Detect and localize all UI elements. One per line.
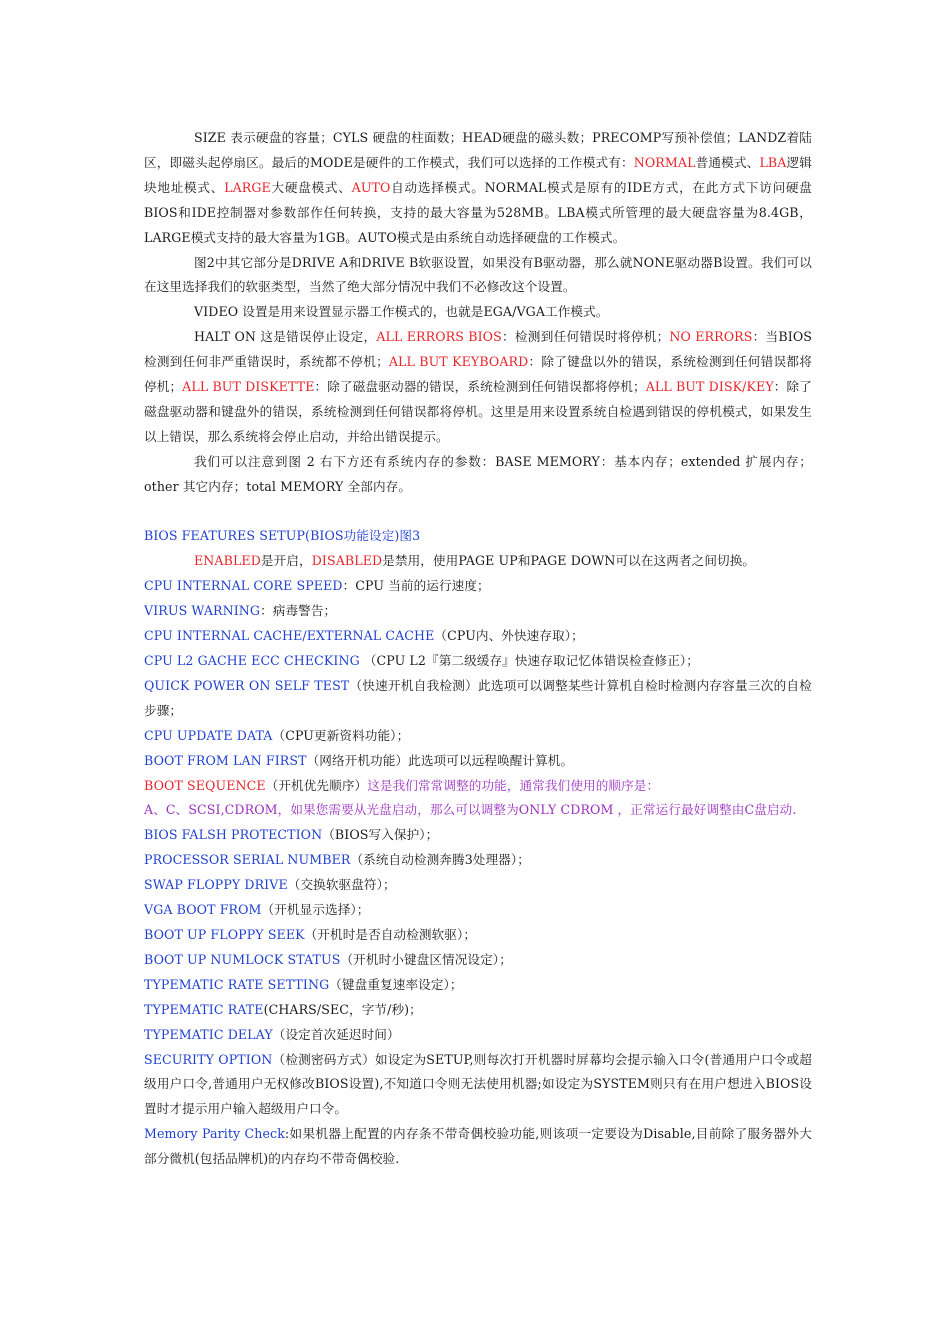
option-desc: （开机显示选择）； (261, 902, 370, 918)
option-key: BOOT SEQUENCE (144, 777, 266, 793)
option-note: 这是我们常常调整的功能，通常我们使用的顺序是： (367, 777, 660, 793)
keyword-enabled: ENABLED (194, 553, 261, 569)
option-desc: （键盘重复速率设定）； (329, 976, 463, 992)
list-item (144, 1048, 812, 1123)
document-body (144, 126, 812, 1172)
text-run: HALT ON 这是错误停止设定， (194, 329, 377, 345)
option-key: QUICK POWER ON SELF TEST (144, 677, 350, 693)
option-desc: （检测密码方式）如设定为SETUP,则每次打开机器时屏幕均会提示输入口令(普通用户口令或超级用户口令,普通用户无权修改BIOS设置),不知道口令则无法使用机器;如设定为SYSTEM则只有在用户想进入BIOS设置时才提示用户输入超级用户口令。 (144, 1051, 813, 1117)
list-item (144, 973, 812, 998)
option-desc: （开机优先顺序） (265, 777, 368, 793)
option-key: BOOT FROM LAN FIRST (144, 752, 307, 768)
option-key: PROCESSOR SERIAL NUMBER (144, 852, 351, 868)
option-key: Memory Parity Check (144, 1126, 285, 1142)
list-item (144, 574, 812, 599)
option-key: BIOS FALSH PROTECTION (144, 827, 323, 843)
option-desc: ：病毒警告； (260, 603, 337, 619)
keyword-normal: NORMAL (633, 154, 696, 170)
option-desc: （CPU内、外快速存取）； (434, 628, 584, 644)
option-key: CPU L2 GACHE ECC CHECKING (144, 653, 360, 669)
option-desc: （交换软驱盘符）； (287, 877, 396, 893)
paragraph-hdd-mode (144, 126, 812, 251)
option-desc: （CPU更新资料功能）； (272, 727, 410, 743)
text-run: SIZE 表示硬盘的容量；CYLS 硬盘的柱面数；HEAD硬盘的磁头数；PRECOMP写预补偿值；LANDZ着陆区，即磁头起停扇区。最后的MODE是硬件的工作模式，我们可以选择的工作模式有： (144, 130, 812, 170)
paragraph-video: VIDEO 设置是用来设置显示器工作模式的，也就是EGA/VGA工作模式。 (194, 304, 609, 320)
list-item (144, 998, 812, 1023)
option-desc: （网络开机功能）此选项可以远程唤醒计算机。 (306, 752, 574, 768)
list-item (144, 898, 812, 923)
option-key: BOOT UP FLOPPY SEEK (144, 926, 305, 942)
option-key: CPU INTERNAL CORE SPEED (144, 578, 343, 594)
option-key: SECURITY OPTION (144, 1051, 273, 1067)
list-item-boot-sequence (144, 774, 812, 799)
keyword-large: LARGE (224, 179, 271, 195)
paragraph-floppy: 图2中其它部分是DRIVE A和DRIVE B软驱设置，如果没有B驱动器，那么就NONE驱动器B设置。我们可以在这里选择我们的软驱类型，当然了绝大部分情况中我们不必修改这个设置。 (144, 254, 812, 295)
text-run: 是禁用，使用PAGE UP和PAGE DOWN可以在这两者之间切换。 (382, 553, 756, 569)
list-item (144, 948, 812, 973)
option-desc: （设定首次延迟时间） (272, 1026, 400, 1042)
text-run: 大硬盘模式、 (270, 179, 352, 195)
list-item (144, 1023, 812, 1048)
option-desc: （开机时是否自动检测软驱）； (304, 926, 477, 942)
option-key: CPU UPDATE DATA (144, 727, 273, 743)
paragraph-enabled (144, 549, 812, 574)
text-run: 普通模式、 (695, 154, 760, 170)
option-desc: （CPU L2『第二级缓存』快速存取记忆体错误检查修正）； (359, 653, 699, 669)
list-item (144, 1122, 812, 1172)
list-item (144, 674, 812, 724)
list-item (144, 599, 812, 624)
keyword-disabled: DISABLED (311, 553, 383, 569)
paragraph-memory: 我们可以注意到图 2 右下方还有系统内存的参数：BASE MEMORY：基本内存；extended 扩展内存；other 其它内存；total MEMORY 全部内存。 (144, 453, 812, 494)
option-desc: （开机时小键盘区情况设定）； (340, 951, 512, 967)
option-key: VGA BOOT FROM (144, 902, 262, 918)
boot-order-note: A、C、SCSI,CDROM，如果您需要从光盘启动，那么可以调整为ONLY CDROM ，正常运行最好调整由C盘启动. (144, 802, 797, 818)
option-desc: （BIOS写入保护）； (322, 827, 439, 843)
option-desc: ：CPU 当前的运行速度； (342, 578, 490, 594)
list-item (144, 823, 812, 848)
list-item (144, 873, 812, 898)
spacer (144, 500, 812, 525)
text-run: ：除了键盘以外的错误，系统检测到任何错误都将停机； (144, 354, 812, 395)
option-key: TYPEMATIC DELAY (144, 1026, 273, 1042)
text-run: 自动选择模式。NORMAL模式是原有的IDE方式，在此方式下访问硬盘BIOS和IDE控制器对参数部作任何转换，支持的最大容量为528MB。LBA模式所管理的最大硬盘容量为8.4GB，LARGE模式支持的最大容量为1GB。AUTO模式是由系统自动选择硬盘的工作模式。 (144, 179, 812, 245)
option-desc: （系统自动检测奔腾3处理器）； (350, 852, 530, 868)
list-item (144, 848, 812, 873)
list-item (144, 649, 812, 674)
option-key: TYPEMATIC RATE SETTING (144, 976, 330, 992)
option-desc: (CHARS/SEC，字节/秒)； (263, 1001, 422, 1017)
option-key: TYPEMATIC RATE (144, 1001, 264, 1017)
keyword-no-errors: NO ERRORS (669, 329, 753, 345)
option-desc: :如果机器上配置的内存条不带奇偶校验功能,则该项一定要设为Disable,目前除了服务器外大部分微机(包括品牌机)的内存均不带奇偶校验. (144, 1126, 812, 1167)
keyword-all-but-diskette: ALL BUT DISKETTE (182, 379, 315, 395)
text-run: 逻辑块地址模式、 (144, 154, 812, 195)
text-run: ：除了磁盘驱动器的错误，系统检测到任何错误都将停机； (314, 379, 646, 395)
list-item (144, 724, 812, 749)
list-item (144, 923, 812, 948)
text-run: ：除了磁盘驱动器和键盘外的错误，系统检测到任何错误都将停机。这里是用来设置系统自检遇到错误的停机模式，如果发生以上错误，那么系统将会停止启动，并给出错误提示。 (144, 379, 812, 444)
keyword-auto: AUTO (351, 179, 391, 195)
keyword-lba: LBA (759, 154, 787, 170)
option-desc: （快速开机自我检测）此选项可以调整某些计算机自检时检测内存容量三次的自检步骤； (144, 677, 812, 718)
keyword-all-errors: ALL ERRORS BIOS (376, 329, 502, 345)
option-key: BOOT UP NUMLOCK STATUS (144, 951, 341, 967)
section-title: BIOS FEATURES SETUP(BIOS功能设定)图3 (144, 528, 421, 544)
text-run: ：当BIOS检测到任何非严重错误时，系统都不停机； (144, 329, 812, 370)
list-item (144, 624, 812, 649)
option-key: CPU INTERNAL CACHE/EXTERNAL CACHE (144, 628, 435, 644)
paragraph-halt-on (144, 325, 812, 450)
text-run: 是开启， (260, 553, 312, 569)
list-item (144, 749, 812, 774)
option-key: SWAP FLOPPY DRIVE (144, 877, 288, 893)
keyword-all-but-disk-key: ALL BUT DISK/KEY (645, 379, 774, 395)
option-key: VIRUS WARNING (144, 603, 261, 619)
keyword-all-but-keyboard: ALL BUT KEYBOARD (388, 354, 529, 370)
text-run: ：检测到任何错误时将停机； (501, 329, 670, 345)
